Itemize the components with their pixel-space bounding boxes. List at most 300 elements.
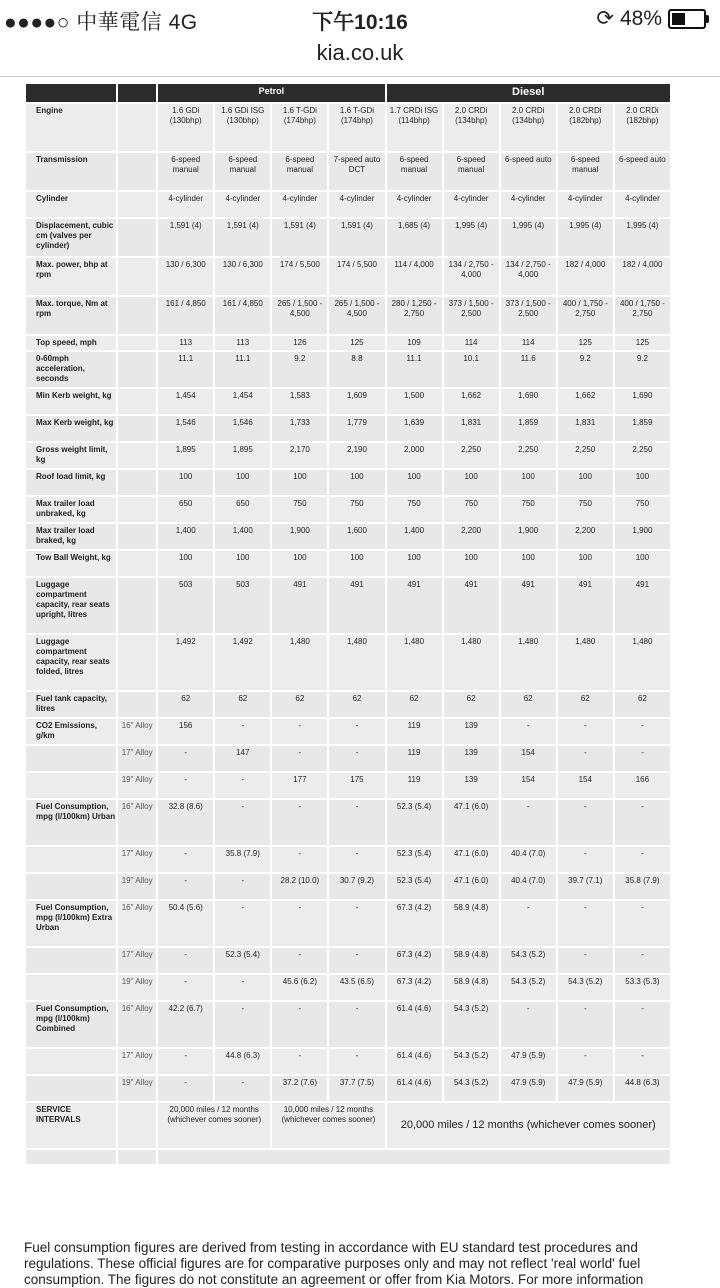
table-cell: 1,895 — [215, 443, 270, 468]
table-row — [26, 153, 670, 190]
table-cell: - — [215, 1002, 270, 1047]
table-cell: 1,600 — [329, 524, 384, 549]
table-cell: 130 / 6,300 — [158, 258, 213, 295]
table-cell: 58.9 (4.8) — [444, 975, 499, 1000]
table-cell: 491 — [272, 578, 327, 633]
wheel-size — [118, 578, 156, 633]
table-cell: 2.0 CRDi (182bhp) — [615, 104, 670, 151]
table-cell: 40.4 (7.0) — [501, 847, 556, 872]
table-cell: 6-speed manual — [158, 153, 213, 190]
table-cell: 42.2 (6.7) — [158, 1002, 213, 1047]
table-cell: - — [615, 1049, 670, 1074]
table-row — [26, 443, 670, 468]
table-cell: - — [615, 746, 670, 771]
table-cell: 1,995 (4) — [444, 219, 499, 256]
table-row — [26, 104, 670, 151]
table-cell: - — [329, 800, 384, 845]
table-cell: 650 — [215, 497, 270, 522]
table-cell: 2,250 — [444, 443, 499, 468]
table-cell: - — [615, 847, 670, 872]
table-row — [26, 578, 670, 633]
table-cell: - — [501, 1002, 556, 1047]
table-cell: 61.4 (4.6) — [387, 1049, 442, 1074]
table-cell: 2.0 CRDi (134bhp) — [444, 104, 499, 151]
table-cell: - — [501, 719, 556, 744]
table-cell: 52.3 (5.4) — [387, 800, 442, 845]
table-cell: 154 — [501, 773, 556, 798]
wheel-size: 16" Alloy — [118, 1002, 156, 1047]
table-cell: 175 — [329, 773, 384, 798]
table-cell: - — [272, 948, 327, 973]
table-cell: - — [329, 847, 384, 872]
table-row — [26, 635, 670, 690]
table-cell: 166 — [615, 773, 670, 798]
table-cell: 8.8 — [329, 352, 384, 387]
table-cell: 62 — [329, 692, 384, 717]
table-cell: - — [558, 901, 613, 946]
table-cell: - — [158, 746, 213, 771]
table-cell: 9.2 — [558, 352, 613, 387]
address-bar[interactable] — [0, 38, 720, 77]
wheel-size — [118, 497, 156, 522]
table-cell: 30.7 (9.2) — [329, 874, 384, 899]
row-label: 0-60mph acceleration, seconds — [26, 352, 116, 387]
table-cell: 6-speed manual — [558, 153, 613, 190]
table-cell: 1,480 — [387, 635, 442, 690]
table-cell: 54.3 (5.2) — [501, 975, 556, 1000]
row-label: Fuel Consumption, mpg (l/100km) Urban — [26, 800, 116, 845]
table-cell: 54.3 (5.2) — [444, 1002, 499, 1047]
table-cell: 100 — [444, 551, 499, 576]
table-cell: 100 — [387, 551, 442, 576]
table-cell: 100 — [558, 470, 613, 495]
table-cell: 100 — [329, 470, 384, 495]
battery-percent: 48% — [619, 6, 662, 30]
table-cell: 4-cylinder — [272, 192, 327, 217]
table-cell: 58.9 (4.8) — [444, 901, 499, 946]
table-row — [26, 389, 670, 414]
table-cell: 2,190 — [329, 443, 384, 468]
table-cell: 2.0 CRDi (134bhp) — [501, 104, 556, 151]
table-cell: 4-cylinder — [215, 192, 270, 217]
table-cell: 1,480 — [444, 635, 499, 690]
table-cell: 1,609 — [329, 389, 384, 414]
table-cell: 265 / 1,500 - 4,500 — [329, 297, 384, 334]
wheel-size: 17" Alloy — [118, 746, 156, 771]
table-row — [26, 773, 670, 798]
table-row — [26, 1002, 670, 1047]
wheel-size — [118, 443, 156, 468]
table-row — [26, 297, 670, 334]
table-cell: - — [215, 975, 270, 1000]
table-cell: 4-cylinder — [501, 192, 556, 217]
table-cell: 100 — [215, 470, 270, 495]
table-cell: 61.4 (4.6) — [387, 1002, 442, 1047]
table-cell: - — [329, 1002, 384, 1047]
table-cell: - — [272, 1002, 327, 1047]
table-row — [26, 692, 670, 717]
row-label: Max trailer load unbraked, kg — [26, 497, 116, 522]
table-cell: 174 / 5,500 — [272, 258, 327, 295]
table-cell: 100 — [215, 551, 270, 576]
table-cell: 2,200 — [558, 524, 613, 549]
table-cell: 2,170 — [272, 443, 327, 468]
table-cell: 4-cylinder — [444, 192, 499, 217]
table-cell: 1,480 — [501, 635, 556, 690]
table-cell: 45.6 (6.2) — [272, 975, 327, 1000]
table-cell: - — [615, 800, 670, 845]
table-cell: 52.3 (5.4) — [215, 948, 270, 973]
table-row — [26, 847, 670, 872]
table-cell: 100 — [158, 470, 213, 495]
table-cell: 134 / 2,750 - 4,000 — [501, 258, 556, 295]
table-cell: 47.1 (6.0) — [444, 874, 499, 899]
table-cell: 67.3 (4.2) — [387, 975, 442, 1000]
wheel-size: 16" Alloy — [118, 800, 156, 845]
table-cell: 1,733 — [272, 416, 327, 441]
table-cell: 100 — [558, 551, 613, 576]
wheel-size: 17" Alloy — [118, 948, 156, 973]
table-cell: - — [329, 948, 384, 973]
table-cell: 265 / 1,500 - 4,500 — [272, 297, 327, 334]
table-cell: 109 — [387, 336, 442, 350]
table-cell: 28.2 (10.0) — [272, 874, 327, 899]
table-row — [26, 192, 670, 217]
table-cell: 62 — [558, 692, 613, 717]
table-cell: 1,662 — [444, 389, 499, 414]
table-cell: 1,591 (4) — [329, 219, 384, 256]
table-cell: 182 / 4,000 — [615, 258, 670, 295]
spec-table — [24, 82, 672, 1166]
table-cell: 750 — [615, 497, 670, 522]
table-cell: 6-speed manual — [444, 153, 499, 190]
table-cell: 1,995 (4) — [615, 219, 670, 256]
table-cell: 100 — [329, 551, 384, 576]
table-row — [26, 524, 670, 549]
table-cell: 100 — [387, 470, 442, 495]
table-cell: - — [558, 1002, 613, 1047]
table-cell: 47.1 (6.0) — [444, 847, 499, 872]
table-cell: 750 — [444, 497, 499, 522]
row-label — [26, 847, 116, 872]
table-cell: 1,400 — [215, 524, 270, 549]
table-cell: 1,831 — [558, 416, 613, 441]
table-row — [26, 719, 670, 744]
row-label: Luggage compartment capacity, rear seats folded, litres — [26, 635, 116, 690]
table-cell: 1,779 — [329, 416, 384, 441]
table-cell: - — [158, 948, 213, 973]
table-cell: 650 — [158, 497, 213, 522]
row-label — [26, 975, 116, 1000]
table-cell: 6-speed manual — [387, 153, 442, 190]
table-cell: 1,400 — [387, 524, 442, 549]
row-label: CO2 Emissions, g/km — [26, 719, 116, 744]
table-cell: 1,995 (4) — [501, 219, 556, 256]
table-cell: 1,995 (4) — [558, 219, 613, 256]
table-cell: - — [558, 948, 613, 973]
table-cell: - — [615, 901, 670, 946]
table-cell: - — [615, 1002, 670, 1047]
table-cell: 44.8 (6.3) — [615, 1076, 670, 1101]
table-cell — [158, 1150, 670, 1164]
table-cell: 373 / 1,500 - 2,500 — [501, 297, 556, 334]
wheel-size — [118, 416, 156, 441]
table-row — [26, 948, 670, 973]
table-cell: 177 — [272, 773, 327, 798]
table-cell: 1,492 — [215, 635, 270, 690]
table-cell: 4-cylinder — [558, 192, 613, 217]
table-row — [26, 746, 670, 771]
table-cell: 373 / 1,500 - 2,500 — [444, 297, 499, 334]
table-cell: 62 — [444, 692, 499, 717]
wheel-size — [118, 1103, 156, 1148]
wheel-size — [118, 551, 156, 576]
table-cell: 491 — [615, 578, 670, 633]
table-cell: 2,000 — [387, 443, 442, 468]
table-cell: - — [558, 800, 613, 845]
table-cell: - — [558, 746, 613, 771]
table-cell: 161 / 4,850 — [215, 297, 270, 334]
table-cell: 11.1 — [215, 352, 270, 387]
wheel-size: 17" Alloy — [118, 847, 156, 872]
battery-icon — [668, 9, 706, 29]
table-cell: 2,250 — [501, 443, 556, 468]
diesel-header: Diesel — [387, 84, 671, 102]
table-cell: 2,250 — [558, 443, 613, 468]
table-row — [26, 1076, 670, 1101]
wheel-size: 19" Alloy — [118, 874, 156, 899]
table-row — [26, 416, 670, 441]
table-row — [26, 901, 670, 946]
table-cell: 54.3 (5.2) — [444, 1049, 499, 1074]
table-cell: - — [215, 1076, 270, 1101]
table-cell: 1.6 T-GDi (174bhp) — [329, 104, 384, 151]
table-cell: 100 — [158, 551, 213, 576]
fuel-disclaimer: Fuel consumption figures are derived from testing in accordance with EU standard test procedures and regulations. These official figures are for comparative purposes only and may not reflect 'real world' fuel consumption. The figures do not constitute an agreement or offer from Kia Motors. For more information — [24, 1240, 644, 1287]
table-cell: - — [615, 948, 670, 973]
row-label: Engine — [26, 104, 116, 151]
row-label: Max trailer load braked, kg — [26, 524, 116, 549]
table-cell: 1.6 T-GDi (174bhp) — [272, 104, 327, 151]
table-cell: 100 — [272, 551, 327, 576]
wheel-size — [118, 389, 156, 414]
row-label: SERVICE INTERVALS — [26, 1103, 116, 1148]
wheel-size — [118, 219, 156, 256]
table-cell: 52.3 (5.4) — [387, 874, 442, 899]
table-cell: - — [329, 901, 384, 946]
table-row — [26, 1049, 670, 1074]
table-cell: 6-speed manual — [272, 153, 327, 190]
wheel-size: 19" Alloy — [118, 975, 156, 1000]
table-cell: - — [501, 800, 556, 845]
row-label: Cylinder — [26, 192, 116, 217]
wheel-size — [118, 153, 156, 190]
table-cell: 6-speed manual — [215, 153, 270, 190]
clock: 下午10:16 — [312, 11, 408, 34]
wheel-size — [118, 352, 156, 387]
table-cell: 67.3 (4.2) — [387, 948, 442, 973]
table-cell: - — [158, 773, 213, 798]
row-label — [26, 1049, 116, 1074]
table-cell: 100 — [615, 551, 670, 576]
table-cell: 114 — [444, 336, 499, 350]
table-cell: 750 — [558, 497, 613, 522]
table-cell: 1.6 GDi ISG (130bhp) — [215, 104, 270, 151]
row-label — [26, 746, 116, 771]
row-label: Luggage compartment capacity, rear seats upright, litres — [26, 578, 116, 633]
table-cell: 54.3 (5.2) — [444, 1076, 499, 1101]
table-cell: 37.7 (7.5) — [329, 1076, 384, 1101]
table-cell: 1,480 — [329, 635, 384, 690]
wheel-size: 17" Alloy — [118, 1049, 156, 1074]
table-cell: 40.4 (7.0) — [501, 874, 556, 899]
table-cell: 1,685 (4) — [387, 219, 442, 256]
row-label: Displacement, cubic cm (valves per cylinder) — [26, 219, 116, 256]
table-cell: 11.6 — [501, 352, 556, 387]
table-cell: 750 — [329, 497, 384, 522]
table-cell: 1,900 — [615, 524, 670, 549]
table-cell: 9.2 — [615, 352, 670, 387]
table-cell: 1,859 — [615, 416, 670, 441]
row-label: Transmission — [26, 153, 116, 190]
table-cell: 1,492 — [158, 635, 213, 690]
table-cell: 1,690 — [615, 389, 670, 414]
table-cell: 174 / 5,500 — [329, 258, 384, 295]
table-cell: 39.7 (7.1) — [558, 874, 613, 899]
table-cell: - — [558, 1049, 613, 1074]
carrier-signal: ●●●●○ 中華電信 4G — [4, 11, 198, 34]
table-row — [26, 470, 670, 495]
table-cell: 47.9 (5.9) — [501, 1076, 556, 1101]
table-cell: 11.1 — [158, 352, 213, 387]
row-label: Roof load limit, kg — [26, 470, 116, 495]
table-cell: 1,639 — [387, 416, 442, 441]
row-label — [26, 874, 116, 899]
table-cell: 1,480 — [558, 635, 613, 690]
table-cell: 54.3 (5.2) — [501, 948, 556, 973]
table-cell: 154 — [558, 773, 613, 798]
service-row — [26, 1103, 670, 1148]
table-spacer-row — [26, 1150, 670, 1164]
table-cell: 47.1 (6.0) — [444, 800, 499, 845]
table-cell: 750 — [387, 497, 442, 522]
header-blank — [118, 84, 156, 102]
url-text[interactable]: kia.co.uk — [316, 40, 404, 65]
table-cell: 139 — [444, 719, 499, 744]
petrol-header: Petrol — [158, 84, 384, 102]
table-cell: 43.5 (6.5) — [329, 975, 384, 1000]
table-cell: 52.3 (5.4) — [387, 847, 442, 872]
row-label: Fuel tank capacity, litres — [26, 692, 116, 717]
table-cell: - — [558, 719, 613, 744]
table-cell: 130 / 6,300 — [215, 258, 270, 295]
table-row — [26, 800, 670, 845]
wheel-size — [118, 192, 156, 217]
table-row — [26, 874, 670, 899]
table-cell: - — [215, 874, 270, 899]
wheel-size — [118, 258, 156, 295]
table-cell: 6-speed auto — [615, 153, 670, 190]
row-label: Fuel Consumption, mpg (l/100km) Combined — [26, 1002, 116, 1047]
table-cell: 1,900 — [272, 524, 327, 549]
table-cell: 1,859 — [501, 416, 556, 441]
table-cell: 126 — [272, 336, 327, 350]
table-cell: 1,591 (4) — [215, 219, 270, 256]
table-cell: 11.1 — [387, 352, 442, 387]
table-cell: - — [272, 847, 327, 872]
table-cell: 114 / 4,000 — [387, 258, 442, 295]
table-cell: 4-cylinder — [158, 192, 213, 217]
table-cell: 1,583 — [272, 389, 327, 414]
table-cell: 400 / 1,750 - 2,750 — [558, 297, 613, 334]
table-cell: 53.3 (5.3) — [615, 975, 670, 1000]
table-cell: - — [272, 1049, 327, 1074]
table-cell: 4-cylinder — [615, 192, 670, 217]
table-cell: 1,480 — [615, 635, 670, 690]
table-cell: 100 — [444, 470, 499, 495]
table-cell — [26, 1150, 116, 1164]
table-cell: 4-cylinder — [329, 192, 384, 217]
table-cell: 119 — [387, 773, 442, 798]
table-cell: 1,454 — [158, 389, 213, 414]
table-cell: 113 — [215, 336, 270, 350]
rotation-lock-icon: ⟳ — [596, 7, 614, 30]
table-cell: 491 — [501, 578, 556, 633]
table-cell: - — [158, 847, 213, 872]
table-cell: 1,546 — [215, 416, 270, 441]
table-cell: - — [329, 1049, 384, 1074]
table-cell: 35.8 (7.9) — [615, 874, 670, 899]
table-cell: 1,662 — [558, 389, 613, 414]
table-cell: 100 — [615, 470, 670, 495]
row-label: Max. power, bhp at rpm — [26, 258, 116, 295]
table-row — [26, 352, 670, 387]
wheel-size — [118, 104, 156, 151]
table-cell: 114 — [501, 336, 556, 350]
table-cell: 9.2 — [272, 352, 327, 387]
table-cell: 503 — [215, 578, 270, 633]
table-cell: 139 — [444, 773, 499, 798]
table-cell: 2,200 — [444, 524, 499, 549]
table-cell: 1,454 — [215, 389, 270, 414]
table-cell: 32.8 (8.6) — [158, 800, 213, 845]
status-bar — [0, 0, 720, 40]
table-cell: 1,831 — [444, 416, 499, 441]
table-cell: 1,546 — [158, 416, 213, 441]
table-cell: 125 — [615, 336, 670, 350]
wheel-size — [118, 635, 156, 690]
table-cell: - — [158, 975, 213, 1000]
wheel-size — [118, 524, 156, 549]
row-label — [26, 1076, 116, 1101]
table-cell: 750 — [501, 497, 556, 522]
table-cell: 47.9 (5.9) — [558, 1076, 613, 1101]
table-cell: 156 — [158, 719, 213, 744]
table-cell: 10.1 — [444, 352, 499, 387]
table-cell: 2.0 CRDi (182bhp) — [558, 104, 613, 151]
wheel-size — [118, 336, 156, 350]
header-row — [26, 84, 670, 102]
row-label — [26, 948, 116, 973]
table-row — [26, 497, 670, 522]
wheel-size: 19" Alloy — [118, 773, 156, 798]
table-row — [26, 258, 670, 295]
row-label: Top speed, mph — [26, 336, 116, 350]
table-cell: 62 — [387, 692, 442, 717]
table-cell: 750 — [272, 497, 327, 522]
table-cell: - — [215, 719, 270, 744]
wheel-size: 19" Alloy — [118, 1076, 156, 1101]
